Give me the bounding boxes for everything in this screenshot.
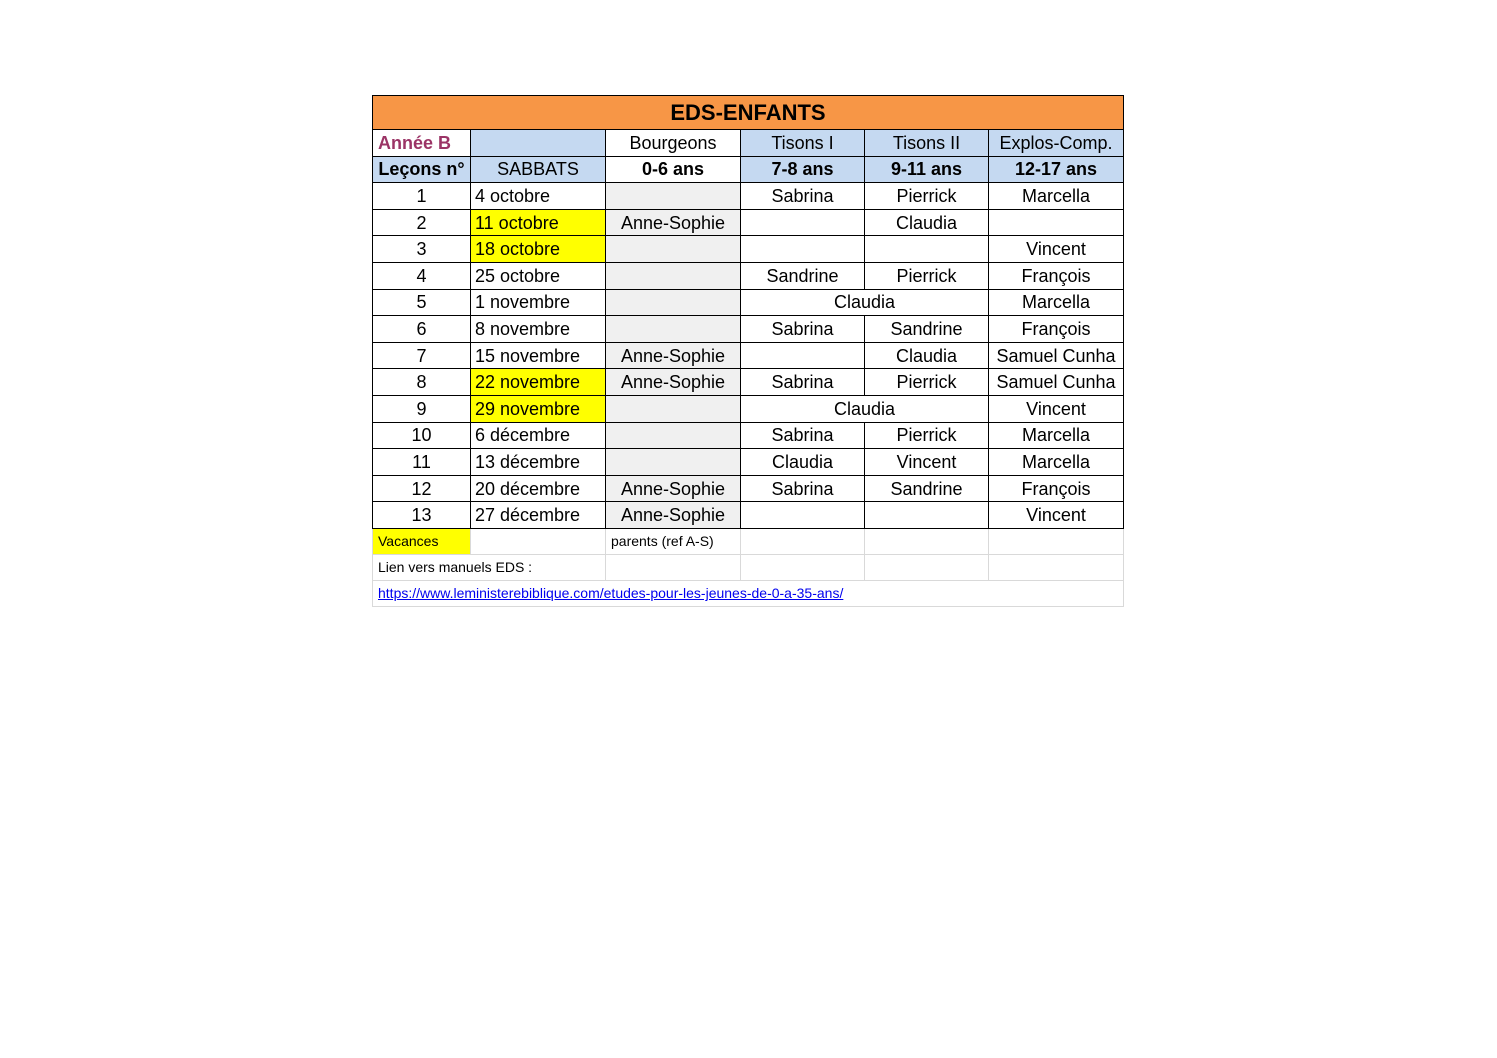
lecons-header: Leçons n° <box>373 156 471 183</box>
sabbath-date: 13 décembre <box>471 449 606 476</box>
empty-cell <box>865 554 989 580</box>
tisons-merged-cell: Claudia <box>741 289 989 316</box>
table-row <box>373 342 1124 369</box>
link-cell <box>373 580 1124 606</box>
tisons1-cell: Sabrina <box>741 183 865 210</box>
vacances-legend: Vacances <box>373 528 471 554</box>
link-label-row <box>373 554 1124 580</box>
explos-cell: Marcella <box>989 183 1124 210</box>
empty-cell <box>989 554 1124 580</box>
sabbath-date: 6 décembre <box>471 422 606 449</box>
tisons1-cell <box>741 209 865 236</box>
tisons1-cell <box>741 236 865 263</box>
lesson-number: 7 <box>373 342 471 369</box>
explos-cell <box>989 209 1124 236</box>
table-row <box>373 422 1124 449</box>
group-header-tisons-1: Tisons I <box>741 130 865 157</box>
table-row <box>373 183 1124 210</box>
lesson-number: 13 <box>373 502 471 529</box>
sabbath-date: 29 novembre <box>471 395 606 422</box>
lesson-number: 3 <box>373 236 471 263</box>
tisons2-cell: Pierrick <box>865 183 989 210</box>
empty-cell <box>741 554 865 580</box>
lesson-number: 6 <box>373 316 471 343</box>
lesson-number: 4 <box>373 262 471 289</box>
bourgeons-cell <box>606 422 741 449</box>
parents-note: parents (ref A-S) <box>606 528 741 554</box>
tisons2-cell: Sandrine <box>865 475 989 502</box>
explos-cell: Samuel Cunha <box>989 369 1124 396</box>
lesson-number: 9 <box>373 395 471 422</box>
legend-row <box>373 528 1124 554</box>
tisons-merged-cell: Claudia <box>741 395 989 422</box>
explos-cell: Samuel Cunha <box>989 342 1124 369</box>
lesson-number: 1 <box>373 183 471 210</box>
sabbath-date: 11 octobre <box>471 209 606 236</box>
sabbath-date: 25 octobre <box>471 262 606 289</box>
bourgeons-cell: Anne-Sophie <box>606 209 741 236</box>
sabbats-blank-header <box>471 130 606 157</box>
age-header-tisons-2: 9-11 ans <box>865 156 989 183</box>
sabbath-date: 18 octobre <box>471 236 606 263</box>
empty-cell <box>471 528 606 554</box>
sabbath-date: 4 octobre <box>471 183 606 210</box>
age-header-bourgeons: 0-6 ans <box>606 156 741 183</box>
bourgeons-cell <box>606 262 741 289</box>
tisons1-cell: Claudia <box>741 449 865 476</box>
lesson-number: 8 <box>373 369 471 396</box>
explos-cell: Marcella <box>989 449 1124 476</box>
tisons1-cell <box>741 342 865 369</box>
table-row <box>373 289 1124 316</box>
table-row <box>373 262 1124 289</box>
lesson-number: 10 <box>373 422 471 449</box>
age-header-explos: 12-17 ans <box>989 156 1124 183</box>
table-row <box>373 236 1124 263</box>
bourgeons-cell <box>606 236 741 263</box>
lesson-number: 5 <box>373 289 471 316</box>
empty-cell <box>741 528 865 554</box>
explos-cell: François <box>989 262 1124 289</box>
tisons2-cell: Pierrick <box>865 262 989 289</box>
tisons2-cell: Claudia <box>865 209 989 236</box>
tisons2-cell <box>865 236 989 263</box>
explos-cell: Marcella <box>989 422 1124 449</box>
sheet-title: EDS-ENFANTS <box>373 96 1124 130</box>
empty-cell <box>606 554 741 580</box>
explos-cell: François <box>989 475 1124 502</box>
manuals-link-label: Lien vers manuels EDS : <box>373 554 606 580</box>
lesson-number: 2 <box>373 209 471 236</box>
tisons1-cell <box>741 502 865 529</box>
group-header-bourgeons: Bourgeons <box>606 130 741 157</box>
tisons2-cell: Pierrick <box>865 422 989 449</box>
sabbath-date: 1 novembre <box>471 289 606 316</box>
sabbats-header: SABBATS <box>471 156 606 183</box>
table-row <box>373 502 1124 529</box>
bourgeons-cell <box>606 449 741 476</box>
tisons2-cell: Claudia <box>865 342 989 369</box>
table-row <box>373 449 1124 476</box>
bourgeons-cell: Anne-Sophie <box>606 342 741 369</box>
explos-cell: François <box>989 316 1124 343</box>
bourgeons-cell: Anne-Sophie <box>606 502 741 529</box>
sabbath-date: 15 novembre <box>471 342 606 369</box>
table-row <box>373 209 1124 236</box>
schedule-table <box>372 95 1124 607</box>
annee-label: Année B <box>373 130 471 157</box>
empty-cell <box>989 528 1124 554</box>
age-header-row <box>373 156 1124 183</box>
tisons1-cell: Sabrina <box>741 369 865 396</box>
explos-cell: Marcella <box>989 289 1124 316</box>
bourgeons-cell <box>606 183 741 210</box>
link-row <box>373 580 1124 606</box>
bourgeons-cell <box>606 395 741 422</box>
manuals-link[interactable]: https://www.leministerebiblique.com/etudes-pour-les-jeunes-de-0-a-35-ans/ <box>378 585 844 602</box>
lesson-number: 11 <box>373 449 471 476</box>
bourgeons-cell: Anne-Sophie <box>606 369 741 396</box>
empty-cell <box>865 528 989 554</box>
table-row <box>373 395 1124 422</box>
tisons1-cell: Sabrina <box>741 316 865 343</box>
tisons2-cell: Vincent <box>865 449 989 476</box>
sabbath-date: 20 décembre <box>471 475 606 502</box>
explos-cell: Vincent <box>989 236 1124 263</box>
bourgeons-cell <box>606 316 741 343</box>
bourgeons-cell <box>606 289 741 316</box>
sabbath-date: 27 décembre <box>471 502 606 529</box>
group-header-row <box>373 130 1124 157</box>
tisons2-cell: Pierrick <box>865 369 989 396</box>
table-row <box>373 369 1124 396</box>
explos-cell: Vincent <box>989 395 1124 422</box>
tisons1-cell: Sandrine <box>741 262 865 289</box>
sabbath-date: 22 novembre <box>471 369 606 396</box>
table-row <box>373 316 1124 343</box>
bourgeons-cell: Anne-Sophie <box>606 475 741 502</box>
age-header-tisons-1: 7-8 ans <box>741 156 865 183</box>
group-header-tisons-2: Tisons II <box>865 130 989 157</box>
tisons1-cell: Sabrina <box>741 475 865 502</box>
explos-cell: Vincent <box>989 502 1124 529</box>
sabbath-date: 8 novembre <box>471 316 606 343</box>
tisons2-cell: Sandrine <box>865 316 989 343</box>
lesson-number: 12 <box>373 475 471 502</box>
table-row <box>373 475 1124 502</box>
tisons2-cell <box>865 502 989 529</box>
tisons1-cell: Sabrina <box>741 422 865 449</box>
group-header-explos: Explos-Comp. <box>989 130 1124 157</box>
title-row <box>373 96 1124 130</box>
